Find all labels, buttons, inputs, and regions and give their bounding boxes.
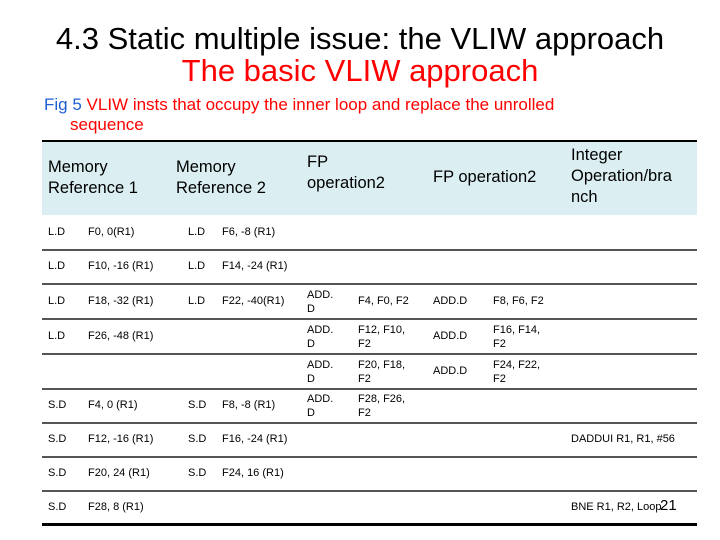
- cell-mem2-args: F22, -40(R1): [222, 294, 285, 307]
- caption-text: VLIW insts that occupy the inner loop and replace the unrolled: [86, 95, 555, 114]
- cell-mem1-op: L.D: [48, 329, 66, 342]
- cell-mem1-args: F20, 24 (R1): [88, 467, 150, 479]
- cell-mem1-op: S.D: [48, 433, 67, 445]
- cell-int-op: BNE R1, R2, Loop: [571, 500, 662, 513]
- row-divider: [42, 353, 697, 355]
- cell-mem2-op: S.D: [188, 467, 207, 479]
- cell-mem2-op: L.D: [188, 226, 206, 238]
- cell-mem2-op: L.D: [188, 260, 206, 272]
- slide-title: 4.3 Static multiple issue: the VLIW approach: [55, 21, 665, 56]
- cell-mem1-args: F10, -16 (R1): [88, 260, 154, 272]
- cell-fp1-op: ADD. D: [307, 288, 334, 315]
- cell-fp2-op: ADD.D: [433, 329, 468, 342]
- cell-fp1-args: F28, F26, F2: [358, 393, 406, 419]
- cell-fp2-op: ADD.D: [433, 364, 468, 377]
- header-fp-op-2: FP operation2: [433, 168, 537, 186]
- cell-mem2-args: F16, -24 (R1): [222, 433, 288, 445]
- cell-mem1-args: F28, 8 (R1): [88, 500, 144, 513]
- cell-fp1-op: ADD. D: [307, 323, 334, 350]
- header-integer-op: Integer Operation/bra nch: [571, 146, 672, 206]
- cell-fp2-args: F24, F22, F2: [493, 358, 541, 385]
- slide-subtitle: The basic VLIW approach: [181, 53, 539, 88]
- cell-mem1-op: S.D: [48, 467, 67, 479]
- cell-mem1-op: L.D: [48, 260, 66, 272]
- figure-caption: [44, 95, 554, 114]
- cell-fp1-args: F20, F18, F2: [358, 358, 406, 385]
- row-divider: [42, 490, 697, 492]
- cell-mem1-args: F0, 0(R1): [88, 226, 135, 238]
- cell-mem2-op: L.D: [188, 294, 206, 307]
- header-fp-op-1: FP operation2: [307, 153, 385, 192]
- row-divider: [42, 456, 697, 458]
- cell-mem2-args: F6, -8 (R1): [222, 226, 276, 238]
- cell-mem1-args: F26, -48 (R1): [88, 329, 154, 342]
- row-divider: [42, 249, 697, 251]
- cell-fp2-args: F16, F14, F2: [493, 323, 541, 350]
- cell-fp2-args: F8, F6, F2: [493, 294, 544, 307]
- cell-fp1-op: ADD. D: [307, 393, 334, 419]
- cell-mem2-args: F14, -24 (R1): [222, 260, 288, 272]
- caption-text-continued: sequence: [70, 115, 144, 134]
- cell-fp1-args: F12, F10, F2: [358, 323, 406, 350]
- cell-fp1-args: F4, F0, F2: [358, 294, 409, 307]
- row-divider: [42, 422, 697, 424]
- cell-mem2-args: F24, 16 (R1): [222, 467, 284, 479]
- cell-fp1-op: ADD. D: [307, 358, 334, 385]
- page-number: 21: [660, 497, 677, 514]
- header-memory-ref-1: Memory Reference 1: [48, 158, 138, 197]
- cell-mem1-args: F12, -16 (R1): [88, 433, 154, 445]
- cell-mem1-op: S.D: [48, 500, 67, 513]
- row-divider: [42, 523, 697, 526]
- figure-label: Fig 5: [44, 95, 82, 114]
- cell-int-op: DADDUI R1, R1, #56: [571, 433, 675, 445]
- cell-mem1-args: F4, 0 (R1): [88, 399, 138, 411]
- header-memory-ref-2: Memory Reference 2: [176, 158, 266, 197]
- row-divider: [42, 388, 697, 390]
- cell-mem2-op: S.D: [188, 399, 207, 411]
- cell-mem2-args: F8, -8 (R1): [222, 399, 276, 411]
- row-divider: [42, 318, 697, 320]
- cell-mem1-args: F18, -32 (R1): [88, 294, 154, 307]
- cell-mem2-op: S.D: [188, 433, 207, 445]
- table-header: [42, 140, 697, 215]
- cell-mem1-op: L.D: [48, 294, 66, 307]
- cell-mem1-op: S.D: [48, 399, 67, 411]
- cell-mem1-op: L.D: [48, 226, 66, 238]
- cell-fp2-op: ADD.D: [433, 294, 468, 307]
- row-divider: [42, 283, 697, 285]
